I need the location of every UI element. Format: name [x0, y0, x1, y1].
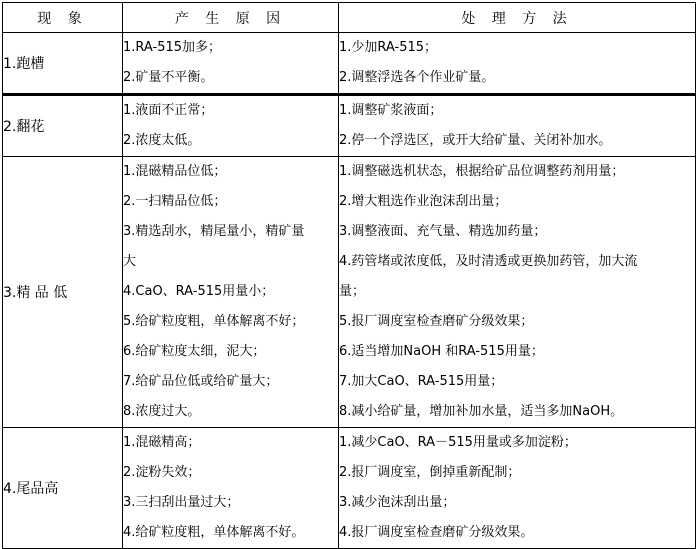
cause-item: 3.三扫刮出量过大； [123, 495, 240, 510]
method-item-continuation: 量； [339, 284, 366, 299]
cause-item: 4.CaO、RA-515用量小； [123, 284, 275, 299]
method-item: 2.增大粗选作业泡沫刮出量； [339, 194, 508, 209]
table-row [3, 95, 696, 157]
method-item: 4.药管堵或浓度低，及时清透或更换加药管，加大流 [339, 254, 638, 269]
method-item: 7.加大CaO、RA-515用量； [339, 374, 504, 389]
phenomenon-cell: 2.翻花 [3, 95, 123, 157]
phenomenon-cell: 3.精 品 低 [3, 157, 123, 428]
phenomenon-cell: 4.尾品高 [3, 428, 123, 549]
method-item: 1.调整矿浆液面； [339, 103, 443, 118]
method-item: 2.调整浮选各个作业矿量。 [339, 70, 495, 85]
cause-item: 1.液面不正常； [123, 103, 214, 118]
cause-item: 2.一扫精品位低； [123, 194, 227, 209]
method-item: 6.适当增加NaOH 和RA-515用量； [339, 344, 544, 359]
method-item: 2.停一个浮选区，或开大给矿量、关闭补加水。 [339, 133, 612, 148]
method-item: 8.减小给矿量，增加补加水量，适当多加NaOH。 [339, 404, 624, 419]
methods-cell [339, 428, 696, 549]
methods-cell [339, 157, 696, 428]
cause-item: 2.矿量不平衡。 [123, 70, 214, 85]
cause-item: 2.淀粉失效； [123, 465, 201, 480]
header-phenomenon: 现 象 [3, 3, 123, 33]
causes-cell [123, 428, 339, 549]
causes-cell [123, 95, 339, 157]
methods-cell [339, 95, 696, 157]
troubleshooting-table [2, 2, 696, 549]
cause-item: 4.给矿粒度粗，单体解离不好。 [123, 525, 305, 540]
cause-item: 1.混磁精高； [123, 435, 201, 450]
cause-item: 7.给矿品位低或给矿量大； [123, 374, 279, 389]
table-row [3, 33, 696, 95]
cause-item-continuation: 大 [123, 254, 137, 269]
causes-cell [123, 33, 339, 95]
table-row [3, 157, 696, 428]
causes-cell [123, 157, 339, 428]
cause-item: 1.混磁精品位低； [123, 164, 227, 179]
method-item: 3.减少泡沫刮出量； [339, 495, 456, 510]
method-item: 4.报厂调度室检查磨矿分级效果。 [339, 525, 534, 540]
cause-item: 3.精选刮水，精尾量小，精矿量 [123, 224, 305, 239]
cause-item: 6.给矿粒度太细，泥大； [123, 344, 266, 359]
cause-item: 8.浓度过大。 [123, 404, 201, 419]
phenomenon-cell: 1.跑槽 [3, 33, 123, 95]
methods-cell [339, 33, 696, 95]
method-item: 1.调整磁选机状态，根据给矿品位调整药剂用量； [339, 164, 625, 179]
header-method: 处 理 方 法 [339, 3, 696, 33]
cause-item: 1.RA-515加多； [123, 40, 222, 55]
table-header-row [3, 3, 696, 33]
method-item: 2.报厂调度室，倒掉重新配制； [339, 465, 521, 480]
method-item: 3.调整液面、充气量、精选加药量； [339, 224, 547, 239]
method-item: 1.减少CaO、RA－515用量或多加淀粉； [339, 435, 577, 450]
cause-item: 5.给矿粒度粗，单体解离不好； [123, 314, 305, 329]
method-item: 5.报厂调度室检查磨矿分级效果； [339, 314, 534, 329]
table-row [3, 428, 696, 549]
method-item: 1.少加RA-515； [339, 40, 438, 55]
cause-item: 2.浓度太低。 [123, 133, 201, 148]
header-cause: 产 生 原 因 [123, 3, 339, 33]
